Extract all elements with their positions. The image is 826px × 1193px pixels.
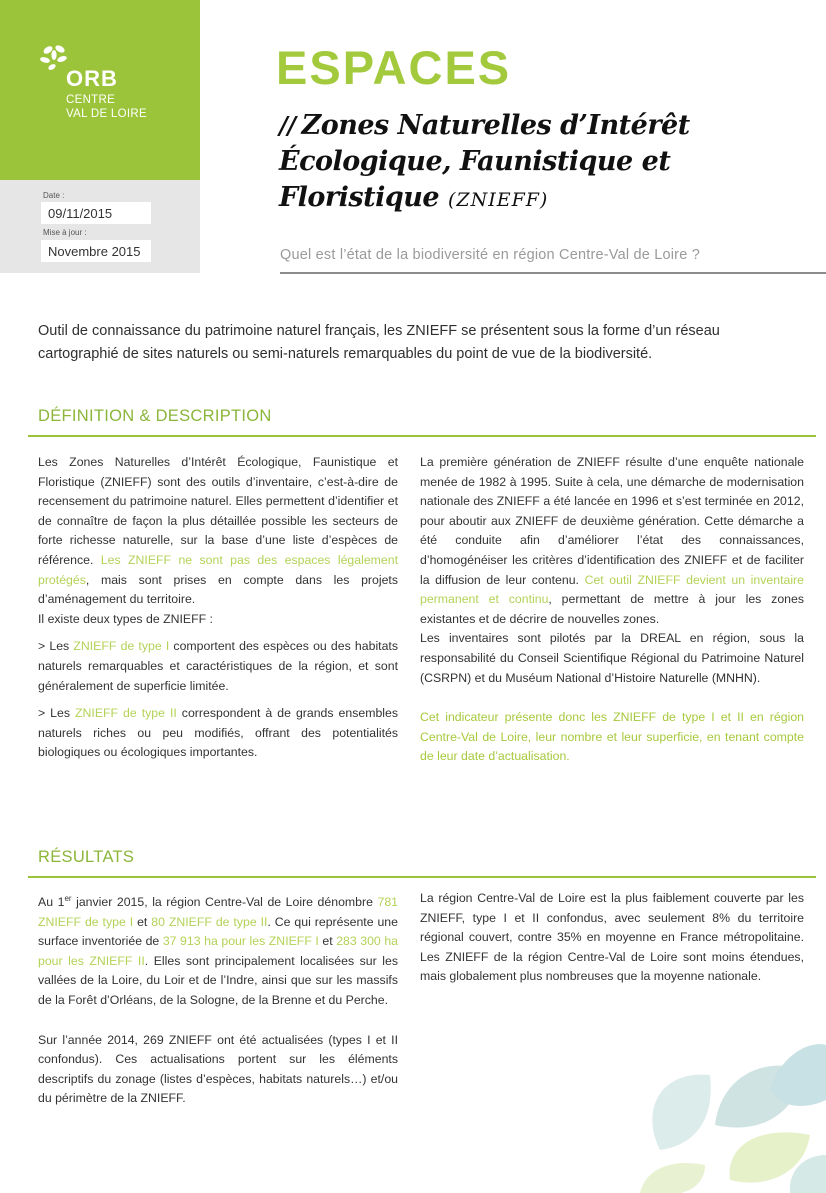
highlight-text: 283 300 ha pour les ZNIEFF II: [38, 934, 399, 968]
text-run: et: [133, 914, 152, 929]
text-run: , mais sont prises en compte dans les projets d’aménagement du territoire.: [38, 572, 398, 607]
text-run: La première génération de ZNIEFF résulte d’une enquête nationale menée de 1982 à 1995. Suite à cela, une démarche de modernisation nationale des ZNIEFF a été lancée en 1996 et s’est terminée en 2012, pour aboutir aux ZNIEFF de deuxième génération. Cette démarche a été conduite afin d’améliorer l’état des connaissances, d’homogénéiser les critères d’identification des ZNIEFF et de faciliter la diffusion de leur contenu.: [420, 455, 804, 587]
highlight-text: ZNIEFF de type I: [73, 639, 170, 654]
title-line-2: Écologique, Faunistique et: [279, 146, 671, 177]
header-divider: [280, 272, 826, 274]
results-left-column: [38, 889, 398, 1109]
title-slash: //: [279, 111, 296, 140]
title-text-3: Floristique: [279, 182, 440, 213]
page-title: [279, 108, 799, 218]
results-left-p2: Sur l’année 2014, 269 ZNIEFF ont été actualisées (types I et II confondus). Ces actualisations portent sur les éléments descriptifs du zonage (listes d’espèces, habitats naturels…) et/ou du périmètre de la ZNIEFF.: [38, 1032, 398, 1106]
text-run: et: [318, 934, 337, 949]
highlight-text: 80 ZNIEFF de type II: [151, 914, 268, 929]
definition-right-p1: [420, 453, 804, 629]
results-right-column: [420, 889, 804, 987]
results-heading: RÉSULTATS: [38, 848, 135, 866]
date-value: 09/11/2015: [41, 202, 151, 224]
definition-left-column: [38, 453, 398, 763]
definition-left-p2: Il existe deux types de ZNIEFF :: [38, 611, 213, 626]
page-subtitle: Quel est l’état de la biodiversité en région Centre-Val de Loire ?: [280, 247, 700, 263]
intro-paragraph: Outil de connaissance du patrimoine naturel français, les ZNIEFF se présentent sous la forme d’un réseau cartographié de sites naturels ou semi-naturels remarquables du point de vue de la biodiversité.: [38, 323, 720, 362]
logo-line-2: VAL DE LOIRE: [66, 108, 147, 120]
text-run: . Ce qui représente une surface inventoriée de: [38, 914, 398, 949]
logo-name: ORB: [66, 66, 118, 91]
definition-right-p3: Cet indicateur présente donc les ZNIEFF de type I et II en région Centre-Val de Loire, leur nombre et leur superficie, en tenant compte de leur date d’actualisation.: [420, 710, 804, 764]
results-left-p1: [38, 889, 398, 1011]
definition-left-p3: [38, 637, 398, 696]
title-line-1: [279, 108, 799, 144]
text-run: comportent des espèces ou des habitats naturels remarquables et caractéristiques de la région, et sont généralement de superficie limitée.: [38, 639, 398, 693]
highlight-text: Les ZNIEFF ne sont pas des espaces légalement protégés: [38, 552, 398, 587]
text-run: > Les: [38, 639, 74, 654]
superscript: er: [64, 894, 72, 903]
text-run: correspondent à de grands ensembles naturels riches ou peu modifiés, offrant des potentialités biologiques ou écologiques importantes.: [38, 706, 399, 760]
update-value: Novembre 2015: [41, 240, 151, 262]
text-run: . Elles sont principalement localisées sur les vallées de la Loire, du Loir et de l’Indre, ainsi que sur les massifs de la Forêt d’Orléans, de la Sologne, de la Brenne et du Perche.: [38, 953, 398, 1008]
text-run: Les Zones Naturelles d’Intérêt Écologique, Faunistique et Floristique (ZNIEFF) sont des outils d’inventaire, c’est-à-dire de recensement du patrimoine naturel. Elles permettent d’identifier et de connaître de façon la plus détaillée possible les secteurs de forte richesse naturelle, sur la base d’une liste d’espèces de référence.: [38, 455, 398, 567]
header-brand-panel: [0, 0, 200, 180]
text-run: Au 1: [38, 895, 65, 910]
definition-right-p2: Les inventaires sont pilotés par la DREAL en région, sous la responsabilité du Conseil Scientifique Régional du Patrimoine Naturel (CSRPN) et du Muséum National d’Histoire Naturelle (MNHN).: [420, 631, 804, 685]
section-name: ESPACES: [276, 41, 512, 94]
definition-divider: [28, 435, 816, 437]
definition-left-p1: [38, 453, 398, 610]
highlight-text: Cet outil ZNIEFF devient un inventaire permanent et continu: [420, 572, 804, 607]
text-run: janvier 2015, la région Centre-Val de Loire dénombre: [71, 895, 378, 910]
definition-right-column: [420, 453, 804, 767]
definition-heading: DÉFINITION & DESCRIPTION: [38, 407, 272, 425]
text-run: > Les: [38, 706, 76, 721]
highlight-text: ZNIEFF de type II: [75, 706, 177, 721]
text-run: , permettant de mettre à jour les zones existantes et de décrire de nouvelles zones.: [420, 592, 804, 626]
highlight-text: 781 ZNIEFF de type I: [38, 895, 399, 929]
update-label: Mise à jour :: [43, 228, 87, 237]
definition-left-p4: [38, 704, 398, 763]
results-right-p1: La région Centre-Val de Loire est la plus faiblement couverte par les ZNIEFF, type I et II confondus, avec seulement 8% du territoire régional couvert, contre 35% en moyenne en France métropolitaine. Les ZNIEFF de la région Centre-Val de Loire sont moins étendues, mais globalement plus nombreuses que la moyenne nationale.: [420, 891, 804, 984]
results-divider: [28, 876, 816, 878]
highlight-text: 37 913 ha pour les ZNIEFF I: [162, 934, 319, 949]
logo-line-1: CENTRE: [66, 94, 116, 106]
date-label: Date :: [43, 191, 65, 200]
decorative-leaves-icon: [620, 1030, 826, 1193]
title-abbr: (ZNIEFF): [447, 189, 549, 211]
title-text-1: Zones Naturelles d’Intérêt: [301, 110, 690, 141]
title-line-3: [279, 180, 799, 218]
